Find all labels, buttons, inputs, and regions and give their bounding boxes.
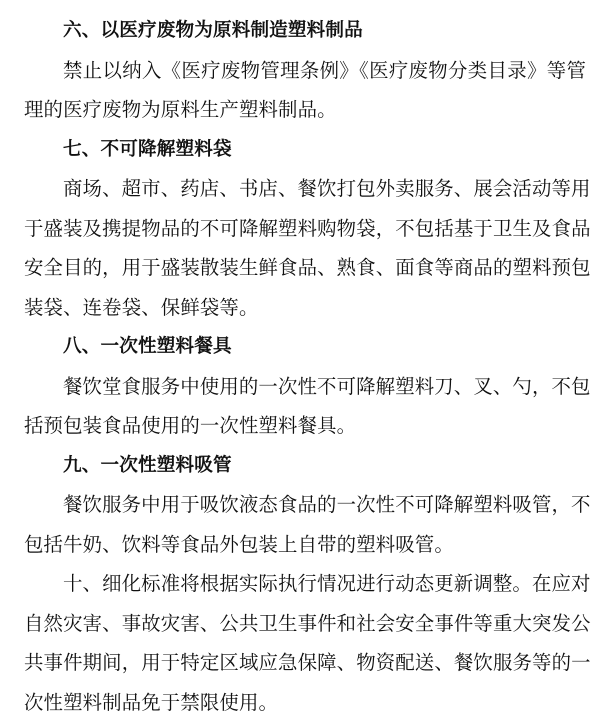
paragraph-line: 括预包装食品使用的一次性塑料餐具。	[24, 406, 586, 446]
paragraph-line: 次性塑料制品免于禁限使用。	[24, 683, 586, 722]
paragraph-line: 餐饮堂食服务中使用的一次性不可降解塑料刀、叉、勺，不包	[24, 367, 586, 407]
paragraph-line: 餐饮服务中用于吸饮液态食品的一次性不可降解塑料吸管，不	[24, 485, 586, 525]
paragraph-line: 共事件期间，用于特定区域应急保障、物资配送、餐饮服务等的一	[24, 643, 586, 683]
section-heading-6: 六、以医疗废物为原料制造塑料制品	[24, 11, 586, 51]
paragraph-line: 安全目的，用于盛装散装生鲜食品、熟食、面食等商品的塑料预包	[24, 248, 586, 288]
section-heading-7: 七、不可降解塑料袋	[24, 130, 586, 170]
paragraph-line: 自然灾害、事故灾害、公共卫生事件和社会安全事件等重大突发公	[24, 604, 586, 644]
section-heading-8: 八、一次性塑料餐具	[24, 327, 586, 367]
paragraph-line: 理的医疗废物为原料生产塑料制品。	[24, 90, 586, 130]
paragraph-line: 包括牛奶、饮料等食品外包装上自带的塑料吸管。	[24, 525, 586, 565]
paragraph-line: 商场、超市、药店、书店、餐饮打包外卖服务、展会活动等用	[24, 169, 586, 209]
paragraph-line: 于盛装及携提物品的不可降解塑料购物袋，不包括基于卫生及食品	[24, 209, 586, 249]
paragraph-line: 禁止以纳入《医疗废物管理条例》《医疗废物分类目录》等管	[24, 51, 586, 91]
paragraph-line: 十、细化标准将根据实际执行情况进行动态更新调整。在应对	[24, 564, 586, 604]
section-heading-9: 九、一次性塑料吸管	[24, 446, 586, 486]
paragraph-line: 装袋、连卷袋、保鲜袋等。	[24, 288, 586, 328]
